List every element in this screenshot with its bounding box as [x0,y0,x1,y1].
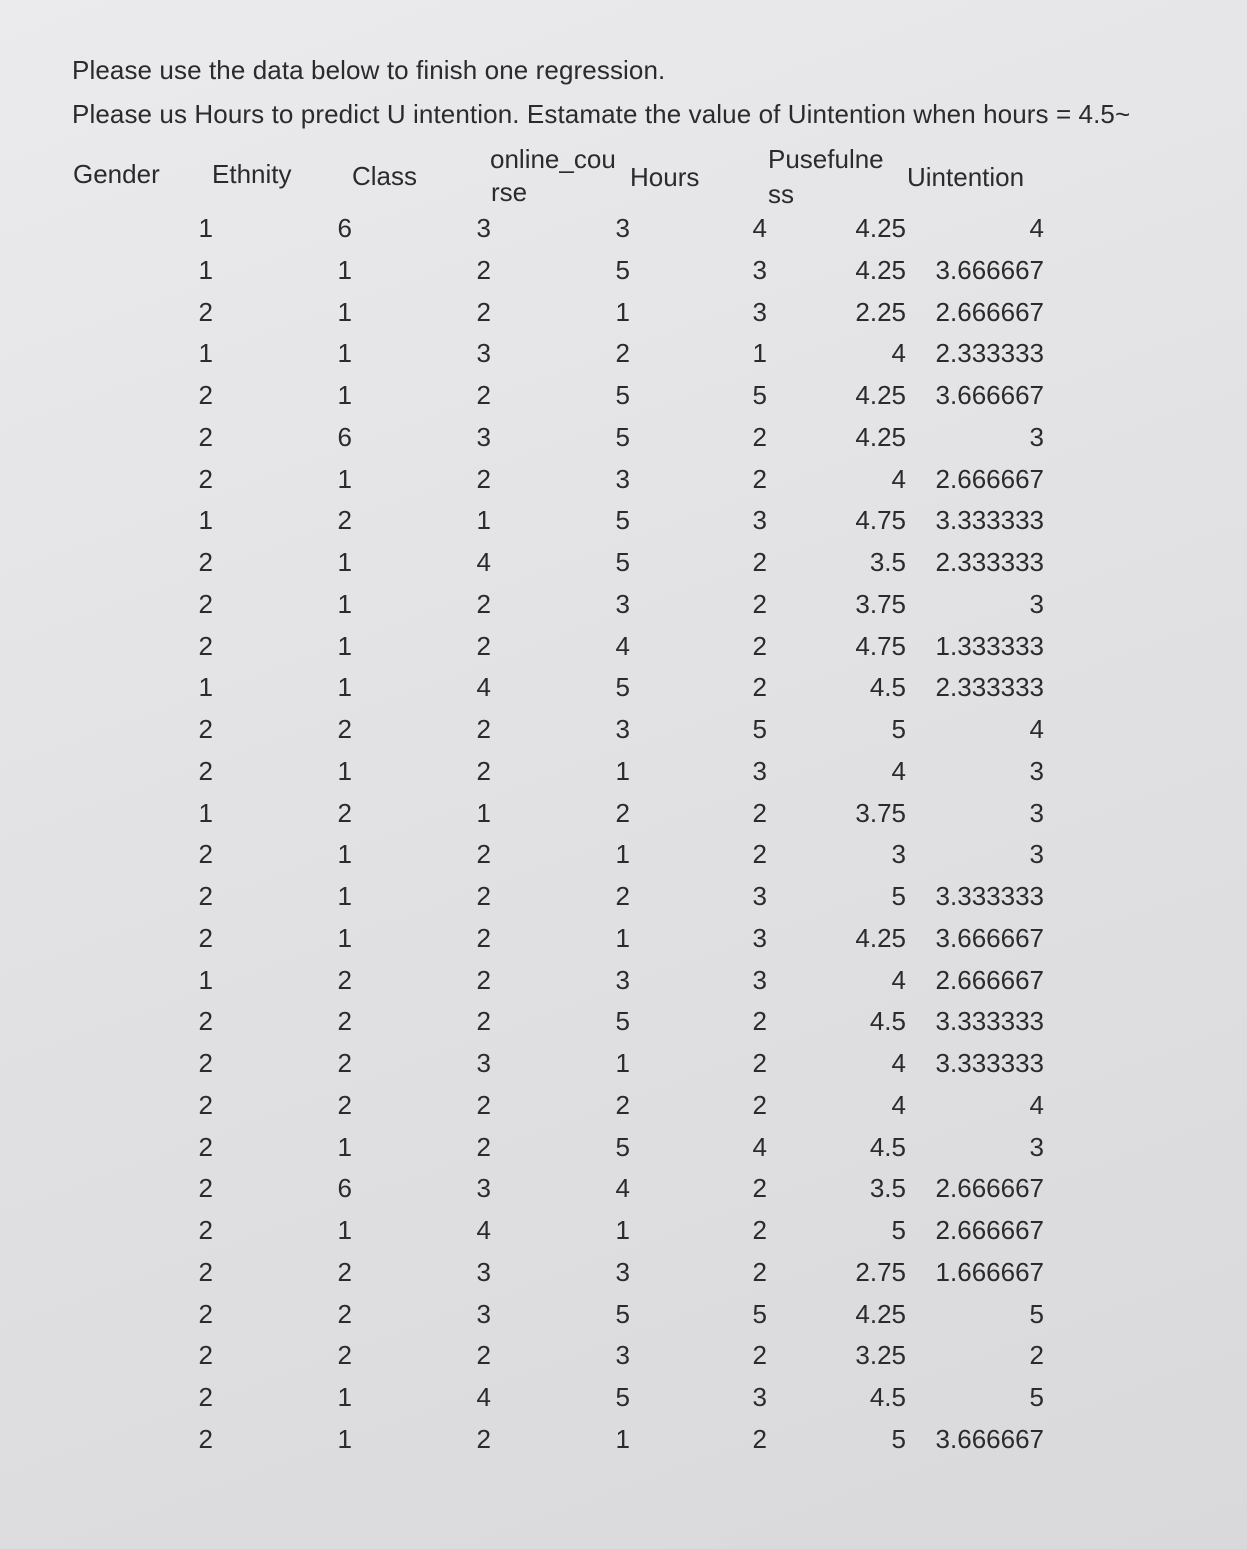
cell-class: 4 [476,547,491,577]
cell-online-course: 2 [615,797,630,828]
cell-uintention: 3 [1029,755,1044,786]
cell-class: 2 [476,463,491,494]
cell-online-course: 5 [615,1298,630,1329]
cell-pusefulness: 3.25 [855,1340,906,1371]
cell-pusefulness: 4.5 [869,1006,906,1037]
table-row [0,751,1247,793]
cell-ethnity: 1 [337,338,352,369]
cell-class: 2 [476,964,491,995]
cell-ethnity: 2 [337,1048,352,1078]
header-hours: Hours [630,162,700,192]
cell-class: 2 [476,1006,491,1037]
cell-online-course: 5 [615,254,630,285]
table-row [0,250,1247,292]
cell-online-course: 1 [615,755,630,786]
cell-hours: 3 [752,1382,767,1412]
cell-online-course: 5 [615,421,630,452]
cell-class: 2 [476,588,491,619]
cell-uintention: 2.666667 [935,1173,1044,1204]
cell-uintention: 3.333333 [935,1048,1044,1078]
cell-online-course: 5 [615,1131,630,1162]
cell-hours: 2 [752,421,767,452]
cell-gender: 2 [198,1298,213,1329]
cell-uintention: 2.666667 [935,463,1044,494]
cell-pusefulness: 4.75 [855,505,906,536]
cell-class: 1 [476,505,491,536]
cell-pusefulness: 3.75 [855,797,906,828]
cell-gender: 2 [198,1215,213,1245]
cell-pusefulness: 4.25 [855,421,906,452]
cell-pusefulness: 3.5 [869,1173,906,1204]
cell-ethnity: 1 [337,547,352,577]
cell-gender: 2 [198,547,213,577]
cell-uintention: 3.333333 [935,505,1044,536]
cell-ethnity: 1 [337,588,352,619]
cell-gender: 2 [198,1256,213,1287]
cell-ethnity: 6 [337,421,352,452]
cell-hours: 2 [752,839,767,870]
cell-class: 3 [476,1298,491,1329]
table-row [0,208,1247,250]
cell-online-course: 1 [615,922,630,953]
cell-hours: 3 [752,505,767,536]
header-gender: Gender [73,159,160,189]
cell-uintention: 2.666667 [935,296,1044,327]
cell-gender: 1 [198,797,213,828]
cell-gender: 2 [198,588,213,619]
cell-pusefulness: 4 [891,964,906,995]
cell-uintention: 3 [1029,839,1044,870]
cell-pusefulness: 5 [891,881,906,911]
cell-hours: 3 [752,296,767,327]
instruction-line-2: Please us Hours to predict U intention. Estamate the value of Uintention when hours = 4.5~ [72,99,1131,129]
cell-class: 2 [476,296,491,327]
cell-ethnity: 1 [337,922,352,953]
table-row [0,1335,1247,1377]
cell-online-course: 3 [615,964,630,995]
cell-pusefulness: 3.75 [855,588,906,619]
cell-class: 2 [476,755,491,786]
cell-uintention: 2.666667 [935,1215,1044,1245]
cell-hours: 5 [752,714,767,744]
cell-class: 2 [476,380,491,410]
cell-class: 2 [476,1423,491,1454]
cell-class: 2 [476,1089,491,1120]
cell-class: 3 [476,1173,491,1204]
cell-ethnity: 6 [337,213,352,243]
cell-class: 4 [476,1382,491,1412]
cell-ethnity: 2 [337,1006,352,1037]
cell-gender: 2 [198,1006,213,1037]
cell-gender: 2 [198,881,213,911]
header-uintention: Uintention [907,162,1025,192]
cell-online-course: 5 [615,505,630,536]
cell-ethnity: 1 [337,463,352,494]
cell-hours: 4 [752,213,767,243]
cell-class: 4 [476,1215,491,1245]
cell-pusefulness: 4.25 [855,380,906,410]
cell-online-course: 5 [615,672,630,703]
table-row [0,1127,1247,1169]
cell-hours: 2 [752,1215,767,1245]
cell-uintention: 2 [1029,1340,1044,1371]
cell-gender: 2 [198,1048,213,1078]
cell-online-course: 3 [615,1340,630,1371]
table-row [0,793,1247,835]
cell-online-course: 4 [615,630,630,661]
cell-ethnity: 2 [337,797,352,828]
table-row [0,918,1247,960]
cell-ethnity: 1 [337,1423,352,1454]
cell-ethnity: 1 [337,254,352,285]
cell-ethnity: 1 [337,672,352,703]
table-row [0,709,1247,751]
cell-online-course: 3 [615,1256,630,1287]
cell-pusefulness: 3 [891,839,906,870]
cell-online-course: 5 [615,1006,630,1037]
cell-uintention: 3.666667 [935,1423,1044,1454]
cell-hours: 3 [752,881,767,911]
cell-class: 2 [476,1131,491,1162]
cell-gender: 2 [198,1089,213,1120]
cell-online-course: 5 [615,380,630,410]
cell-ethnity: 1 [337,380,352,410]
cell-pusefulness: 4 [891,1048,906,1078]
cell-ethnity: 6 [337,1173,352,1204]
cell-uintention: 3 [1029,588,1044,619]
cell-gender: 1 [198,964,213,995]
cell-gender: 2 [198,1173,213,1204]
cell-uintention: 5 [1029,1298,1044,1329]
cell-online-course: 1 [615,1215,630,1245]
cell-online-course: 3 [615,463,630,494]
cell-pusefulness: 5 [891,1215,906,1245]
cell-online-course: 1 [615,1048,630,1078]
cell-pusefulness: 4 [891,1089,906,1120]
cell-gender: 2 [198,380,213,410]
cell-ethnity: 1 [337,1131,352,1162]
cell-hours: 2 [752,547,767,577]
cell-class: 2 [476,881,491,911]
cell-online-course: 4 [615,1173,630,1204]
cell-online-course: 1 [615,296,630,327]
cell-hours: 2 [752,1256,767,1287]
cell-pusefulness: 5 [891,1423,906,1454]
cell-pusefulness: 4 [891,755,906,786]
cell-pusefulness: 4.5 [869,1382,906,1412]
cell-class: 2 [476,922,491,953]
table-row [0,667,1247,709]
cell-gender: 2 [198,421,213,452]
table-row [0,417,1247,459]
cell-online-course: 3 [615,714,630,744]
cell-hours: 2 [752,1089,767,1120]
table-row [0,1001,1247,1043]
cell-ethnity: 2 [337,1089,352,1120]
cell-gender: 2 [198,755,213,786]
cell-pusefulness: 4 [891,463,906,494]
cell-gender: 2 [198,1131,213,1162]
cell-gender: 1 [198,672,213,703]
cell-hours: 4 [752,1131,767,1162]
cell-ethnity: 1 [337,755,352,786]
cell-gender: 2 [198,463,213,494]
cell-pusefulness: 3.5 [869,547,906,577]
table-row [0,876,1247,918]
cell-uintention: 3.666667 [935,254,1044,285]
table-row [0,1210,1247,1252]
table-row [0,500,1247,542]
cell-online-course: 3 [615,213,630,243]
cell-uintention: 2.666667 [935,964,1044,995]
cell-uintention: 3.333333 [935,881,1044,911]
cell-pusefulness: 4.5 [869,672,906,703]
cell-class: 3 [476,213,491,243]
cell-gender: 2 [198,630,213,661]
header-pusefulness-line2: ss [768,179,794,209]
cell-online-course: 5 [615,547,630,577]
cell-class: 2 [476,630,491,661]
cell-class: 2 [476,254,491,285]
cell-ethnity: 1 [337,881,352,911]
cell-pusefulness: 4.25 [855,1298,906,1329]
cell-hours: 2 [752,463,767,494]
cell-uintention: 1.333333 [935,630,1044,661]
cell-uintention: 3.333333 [935,1006,1044,1037]
cell-uintention: 5 [1029,1382,1044,1412]
cell-pusefulness: 2.75 [855,1256,906,1287]
cell-ethnity: 2 [337,714,352,744]
table-row [0,1377,1247,1419]
header-online-course-line1: online_cou [490,144,616,174]
header-class: Class [352,161,418,191]
cell-gender: 1 [198,338,213,369]
cell-hours: 1 [752,338,767,369]
cell-gender: 2 [198,922,213,953]
cell-pusefulness: 5 [891,714,906,744]
cell-pusefulness: 4.75 [855,630,906,661]
table-row [0,375,1247,417]
table-row [0,960,1247,1002]
header-pusefulness-line1: Pusefulne [768,144,884,174]
cell-uintention: 3 [1029,421,1044,452]
cell-pusefulness: 2.25 [855,296,906,327]
cell-pusefulness: 4.25 [855,922,906,953]
table-row [0,292,1247,334]
table-row [0,1168,1247,1210]
cell-gender: 2 [198,1340,213,1371]
cell-hours: 2 [752,1048,767,1078]
cell-uintention: 3 [1029,1131,1044,1162]
table-row [0,584,1247,626]
cell-ethnity: 1 [337,1382,352,1412]
cell-hours: 2 [752,1423,767,1454]
cell-online-course: 1 [615,1423,630,1454]
cell-hours: 3 [752,254,767,285]
header-online-course-line2: rse [491,177,528,207]
table-row [0,333,1247,375]
cell-ethnity: 1 [337,1215,352,1245]
cell-class: 3 [476,338,491,369]
cell-uintention: 2.333333 [935,338,1044,369]
cell-gender: 2 [198,1382,213,1412]
instruction-line-1: Please use the data below to finish one regression. [72,55,666,85]
cell-class: 2 [476,714,491,744]
cell-hours: 2 [752,588,767,619]
cell-uintention: 3.666667 [935,380,1044,410]
table-row [0,626,1247,668]
cell-hours: 2 [752,1173,767,1204]
table-row [0,542,1247,584]
cell-hours: 2 [752,797,767,828]
cell-pusefulness: 4.25 [855,254,906,285]
cell-hours: 2 [752,1340,767,1371]
cell-ethnity: 2 [337,964,352,995]
cell-hours: 2 [752,1006,767,1037]
cell-online-course: 2 [615,1089,630,1120]
cell-ethnity: 1 [337,839,352,870]
cell-online-course: 2 [615,338,630,369]
cell-gender: 2 [198,1423,213,1454]
cell-online-course: 2 [615,881,630,911]
cell-uintention: 4 [1029,213,1044,243]
cell-uintention: 4 [1029,714,1044,744]
cell-ethnity: 2 [337,505,352,536]
cell-gender: 1 [198,254,213,285]
cell-ethnity: 2 [337,1256,352,1287]
cell-class: 4 [476,672,491,703]
cell-gender: 2 [198,839,213,870]
cell-online-course: 3 [615,588,630,619]
data-table [0,208,1247,1461]
cell-class: 2 [476,839,491,870]
cell-ethnity: 2 [337,1298,352,1329]
cell-ethnity: 1 [337,630,352,661]
table-row [0,834,1247,876]
cell-gender: 1 [198,505,213,536]
table-row [0,1294,1247,1336]
cell-online-course: 5 [615,1382,630,1412]
cell-class: 2 [476,1340,491,1371]
cell-uintention: 2.333333 [935,672,1044,703]
cell-uintention: 3.666667 [935,922,1044,953]
cell-gender: 1 [198,213,213,243]
cell-uintention: 2.333333 [935,547,1044,577]
cell-class: 3 [476,1048,491,1078]
table-row [0,1085,1247,1127]
cell-uintention: 3 [1029,797,1044,828]
header-ethnity: Ethnity [212,159,292,189]
cell-hours: 3 [752,964,767,995]
cell-class: 3 [476,421,491,452]
cell-hours: 5 [752,1298,767,1329]
table-row [0,459,1247,501]
cell-hours: 2 [752,630,767,661]
cell-hours: 2 [752,672,767,703]
cell-uintention: 4 [1029,1089,1044,1120]
cell-pusefulness: 4 [891,338,906,369]
cell-hours: 3 [752,922,767,953]
cell-gender: 2 [198,714,213,744]
cell-hours: 5 [752,380,767,410]
table-row [0,1043,1247,1085]
cell-hours: 3 [752,755,767,786]
cell-class: 3 [476,1256,491,1287]
cell-pusefulness: 4.25 [855,213,906,243]
cell-uintention: 1.666667 [935,1256,1044,1287]
table-row [0,1252,1247,1294]
cell-class: 1 [476,797,491,828]
cell-gender: 2 [198,296,213,327]
cell-online-course: 1 [615,839,630,870]
cell-ethnity: 1 [337,296,352,327]
table-row [0,1419,1247,1461]
cell-ethnity: 2 [337,1340,352,1371]
cell-pusefulness: 4.5 [869,1131,906,1162]
